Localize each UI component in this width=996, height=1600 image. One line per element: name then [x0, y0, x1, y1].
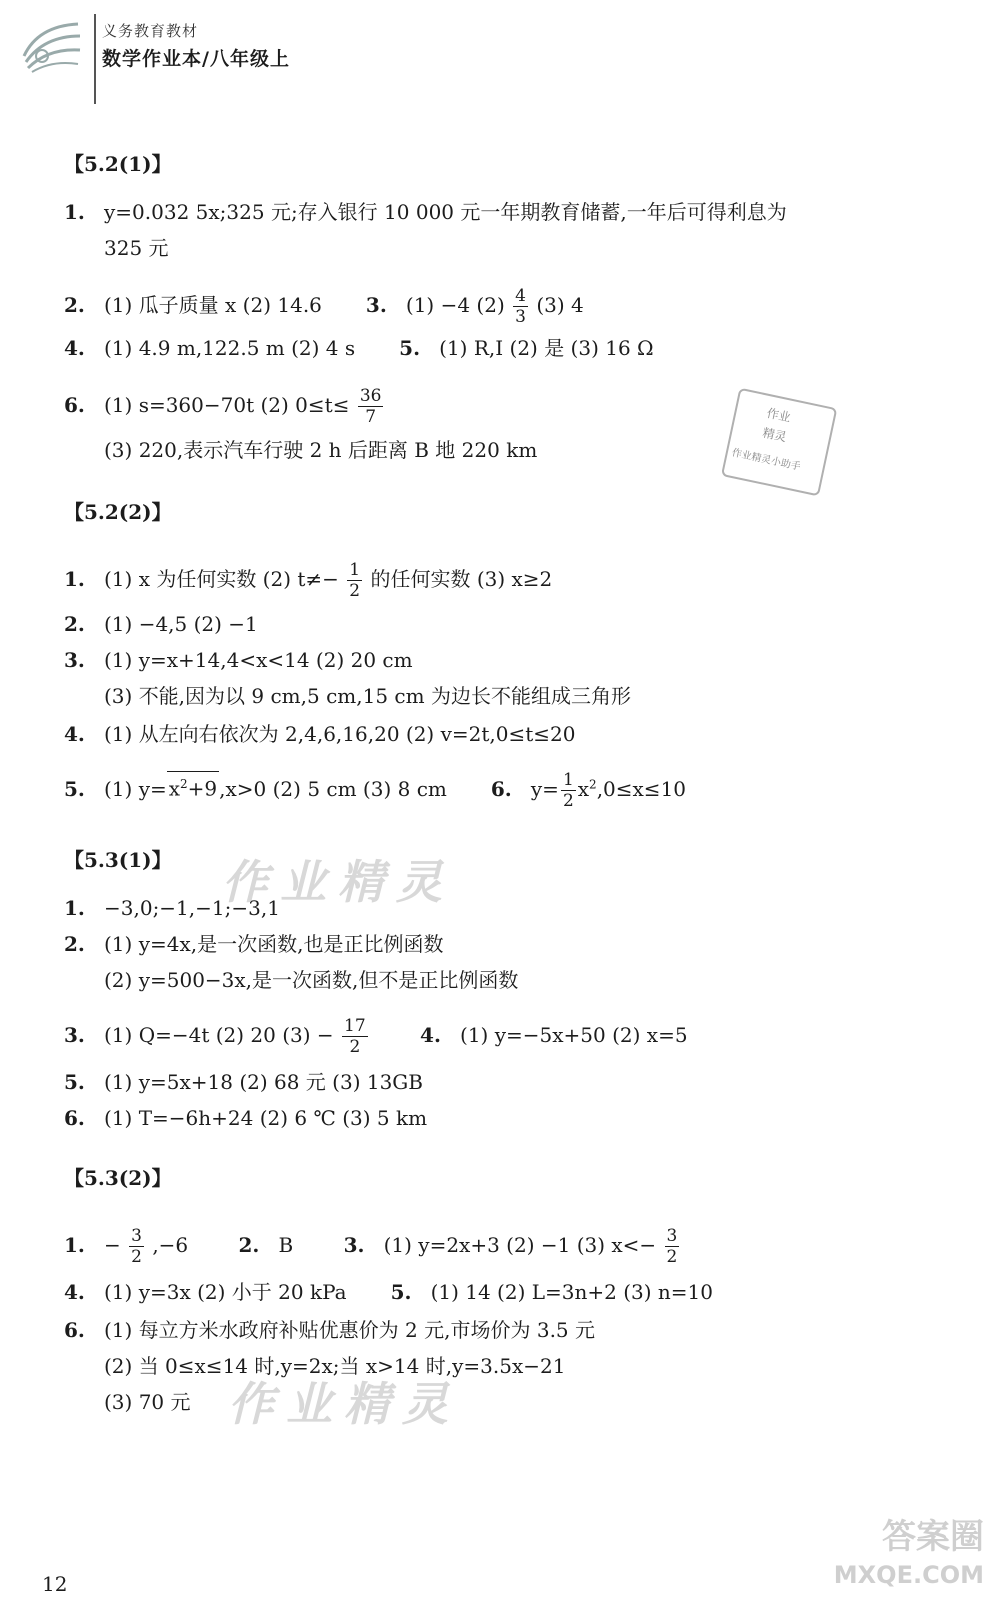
numerator: 36: [359, 386, 382, 406]
question-number: 5.: [399, 336, 421, 360]
answer-text: (1) −4 (2): [405, 293, 505, 317]
answer-text: (1) 瓜子质量 x (2) 14.6: [104, 293, 322, 317]
answer-5-3-1-q2-part2: (2) y=500−3x,是一次函数,但不是正比例函数: [104, 968, 519, 992]
question-number: 5.: [64, 777, 85, 801]
answer-text: B: [278, 1233, 294, 1257]
answer-5-3-1-q6: [64, 1106, 427, 1130]
page-header: [18, 14, 418, 104]
denominator: 3: [515, 307, 526, 327]
numerator: 3: [131, 1226, 142, 1246]
section-title-5-2-1: 【5.2(1)】: [64, 152, 172, 176]
answer-5-2-2-q3: [64, 648, 413, 672]
stamp: [719, 388, 847, 509]
answer-text: y=0.032 5x;325 元;存入银行 10 000 元一年期教育储蓄,一年后可得利息为: [104, 200, 787, 224]
numerator: 17: [344, 1016, 366, 1036]
question-number: 3.: [343, 1233, 365, 1257]
stamp-line-3: 作业精灵小助手: [730, 447, 802, 473]
section-title-5-2-2: 【5.2(2)】: [64, 500, 172, 524]
fraction: [561, 770, 576, 811]
question-number: 1.: [64, 200, 85, 224]
numerator: 3: [666, 1226, 678, 1246]
answer-text: (1) x 为任何实数 (2) t≠−: [104, 567, 339, 591]
question-number: 4.: [420, 1023, 441, 1047]
question-number: 1.: [64, 567, 85, 591]
radicand: x: [168, 777, 181, 801]
answer-text: ,0≤x≤10: [596, 777, 687, 801]
denominator: 7: [365, 407, 377, 427]
denominator: 2: [131, 1247, 142, 1267]
answer-5-3-2-q6-part2: (2) 当 0≤x≤14 时,y=2x;当 x>14 时,y=3.5x−21: [104, 1354, 566, 1378]
answer-text: x: [577, 777, 590, 801]
watermark: 作业精灵: [222, 855, 454, 909]
page-number: 12: [42, 1572, 68, 1596]
question-number: 5.: [390, 1280, 412, 1304]
answer-5-3-1-q3-q4: [64, 1016, 688, 1057]
answer-text: (1) s=360−70t (2) 0≤t≤: [104, 393, 350, 417]
numerator: 1: [349, 560, 361, 580]
question-number: 6.: [64, 1106, 85, 1130]
question-number: 6.: [64, 1318, 85, 1342]
answer-5-2-1-q2-q3: [64, 286, 584, 327]
radicand-rest: +9: [187, 777, 218, 801]
header-title: 数学作业本/八年级上: [102, 48, 290, 70]
stamp-line-1: 作业: [765, 406, 792, 425]
answer-5-2-2-q3-part3: (3) 不能,因为以 9 cm,5 cm,15 cm 为边长不能组成三角形: [104, 684, 631, 708]
numerator: 1: [562, 770, 574, 790]
answer-text: (3) 4: [536, 293, 584, 317]
corner-watermark-line-2: MXQE.COM: [833, 1561, 984, 1589]
question-number: 1.: [64, 1233, 85, 1257]
answer-text: (1) 每立方米水政府补贴优惠价为 2 元,市场价为 3.5 元: [104, 1318, 596, 1342]
header-divider: [94, 14, 96, 104]
question-number: 4.: [64, 336, 85, 360]
question-number: 3.: [64, 648, 85, 672]
section-title-5-3-1: 【5.3(1)】: [64, 848, 172, 872]
question-number: 4.: [64, 722, 85, 746]
answer-text: y=: [530, 777, 559, 801]
question-number: 2.: [64, 293, 85, 317]
answer-text: −3,0;−1,−1;−3,1: [104, 896, 280, 920]
question-number: 4.: [64, 1280, 85, 1304]
question-number: 6.: [490, 777, 512, 801]
answer-text: (1) y=2x+3 (2) −1 (3) x<−: [383, 1233, 657, 1257]
question-number: 2.: [64, 612, 85, 636]
question-number: 3.: [64, 1023, 85, 1047]
stamp-line-2: 精灵: [761, 425, 788, 445]
answer-5-2-2-q1: [64, 560, 552, 601]
publisher-logo-icon: [18, 16, 86, 92]
answer-text: (1) y=4x,是一次函数,也是正比例函数: [104, 932, 444, 956]
corner-watermark: [834, 1518, 984, 1594]
answer-5-2-1-q1-cont: 325 元: [104, 236, 169, 260]
answer-text: (1) T=−6h+24 (2) 6 ℃ (3) 5 km: [104, 1106, 428, 1130]
question-number: 2.: [238, 1233, 260, 1257]
answer-text: 的任何实数 (3) x≥2: [370, 567, 553, 591]
question-number: 6.: [64, 393, 85, 417]
question-number: 1.: [64, 896, 85, 920]
answer-text: (1) y=−5x+50 (2) x=5: [460, 1023, 688, 1047]
answer-5-2-1-q1: [64, 200, 787, 224]
header-series: 义务教育教材: [102, 22, 199, 40]
fraction: [665, 1226, 680, 1267]
answer-text: (1) y=: [104, 777, 167, 801]
answer-text: (1) R,I (2) 是 (3) 16 Ω: [439, 336, 654, 360]
answer-5-3-1-q2: [64, 932, 443, 956]
answer-5-2-1-q6: [64, 386, 385, 427]
fraction: [358, 386, 384, 427]
fraction: [129, 1226, 144, 1267]
denominator: 2: [349, 581, 361, 601]
answer-text: (1) y=3x (2) 小于 20 kPa: [104, 1280, 347, 1304]
answer-text: (1) y=x+14,4<x<14 (2) 20 cm: [104, 648, 413, 672]
section-title-5-3-2: 【5.3(2)】: [64, 1166, 172, 1190]
answer-5-2-1-q6-part3: (3) 220,表示汽车行驶 2 h 后距离 B 地 220 km: [104, 438, 538, 462]
answer-5-3-2-q4-q5: [64, 1280, 713, 1304]
denominator: 2: [562, 791, 574, 811]
answer-text: (1) 4.9 m,122.5 m (2) 4 s: [104, 336, 356, 360]
answer-5-3-1-q5: [64, 1070, 423, 1094]
corner-watermark-line-1: 答案圈: [882, 1517, 984, 1557]
denominator: 2: [666, 1247, 678, 1267]
answer-text: (1) 从左向右依次为 2,4,6,16,20 (2) v=2t,0≤t≤20: [104, 722, 576, 746]
watermark-lower: 作业精灵: [228, 1377, 460, 1431]
answer-text: (1) −4,5 (2) −1: [104, 612, 258, 636]
fraction: [513, 286, 528, 327]
square-root: $x^2+9$: [167, 771, 219, 801]
answer-text: ,x>0 (2) 5 cm (3) 8 cm: [219, 777, 447, 801]
fraction: [347, 560, 362, 601]
answer-text: −: [104, 1233, 121, 1257]
answer-5-3-2-q6: [64, 1318, 595, 1342]
answer-text: ,−6: [152, 1233, 189, 1257]
question-number: 5.: [64, 1070, 85, 1094]
fraction: [342, 1016, 368, 1057]
answer-5-2-2-q4: [64, 722, 576, 746]
answer-text: (1) 14 (2) L=3n+2 (3) n=10: [430, 1280, 714, 1304]
answer-5-2-2-q5-q6: 5. (1) $y= x^2+9$ ,x>0 (2) 5 cm (3) 8 cm 6. y= $\frac{1}{2}$ $x^2,0\le x\le 10$: [64, 770, 687, 811]
question-number: 3.: [365, 293, 387, 317]
question-number: 2.: [64, 932, 85, 956]
answer-5-2-2-q2: [64, 612, 258, 636]
answer-text: (1) y=5x+18 (2) 68 元 (3) 13GB: [104, 1070, 423, 1094]
answer-5-3-2-q1-q3: [64, 1226, 681, 1267]
answer-text: (1) Q=−4t (2) 20 (3) −: [104, 1023, 334, 1047]
numerator: 4: [515, 286, 526, 306]
answer-5-3-2-q6-part3: (3) 70 元: [104, 1390, 191, 1414]
answer-5-2-1-q4-q5: [64, 336, 654, 360]
denominator: 2: [349, 1037, 361, 1057]
